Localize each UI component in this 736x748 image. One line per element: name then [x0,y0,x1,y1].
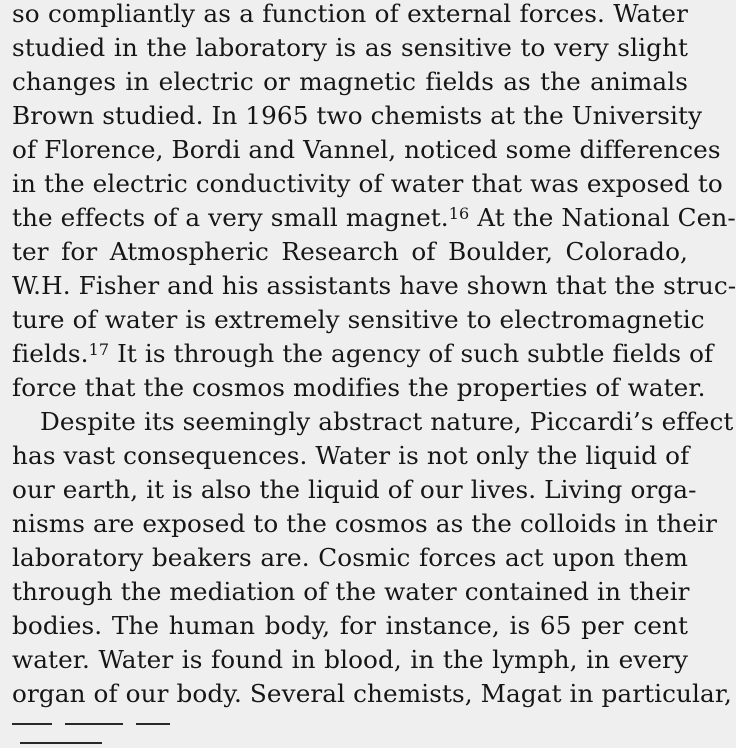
text-line: changes in electric or magnetic fields as the animals [12,67,688,96]
sentence-fragment: fields. [12,339,89,368]
footnote-reference: 16 [448,203,470,223]
paragraph-first-line: Despite its seemingly abstract nature, Piccardi’s effect [40,407,734,436]
text-line: laboratory beakers are. Cosmic forces act upon them [12,543,688,572]
text-line: through the mediation of the water contained in their [12,577,690,606]
text-line: organ of our body. Several chemists, Magat in particular, [12,679,733,708]
text-line: our earth, it is also the liquid of our lives. Living orga- [12,475,697,504]
text-line [12,337,714,371]
text-line [12,201,736,235]
text-line: of Florence, Bordi and Vannel, noticed some differences [12,135,721,164]
text-line: ture of water is extremely sensitive to electromagnetic [12,305,705,334]
footnote-reference: 17 [88,339,110,359]
text-line: bodies. The human body, for instance, is 65 per cent [12,611,688,640]
text-line: ter for Atmospheric Research of Boulder, Colorado, [12,237,688,266]
text-line: studied in the laboratory is as sensitive to very slight [12,33,688,62]
text-line: W.H. Fisher and his assistants have shown that the struc- [12,271,736,300]
cropped-word [12,723,52,725]
sentence-fragment: the effects of a very small magnet. [12,203,449,232]
text-line: force that the cosmos modifies the properties of water. [12,373,706,402]
sentence-fragment: It is through the agency of such subtle fields of [109,339,714,368]
cropped-next-line [12,710,252,725]
cropped-word [136,723,170,725]
text-line: so compliantly as a function of external forces. Water [12,0,688,28]
text-line: in the electric conductivity of water that was exposed to [12,169,723,198]
text-line: Brown studied. In 1965 two chemists at the University [12,101,703,130]
cropped-word [20,742,102,744]
text-line: nisms are exposed to the cosmos as the colloids in their [12,509,717,538]
sentence-fragment: At the National Cen- [469,203,736,232]
text-line: has vast consequences. Water is not only the liquid of [12,441,690,470]
text-line: water. Water is found in blood, in the lymph, in every [12,645,688,674]
cropped-word [65,723,123,725]
